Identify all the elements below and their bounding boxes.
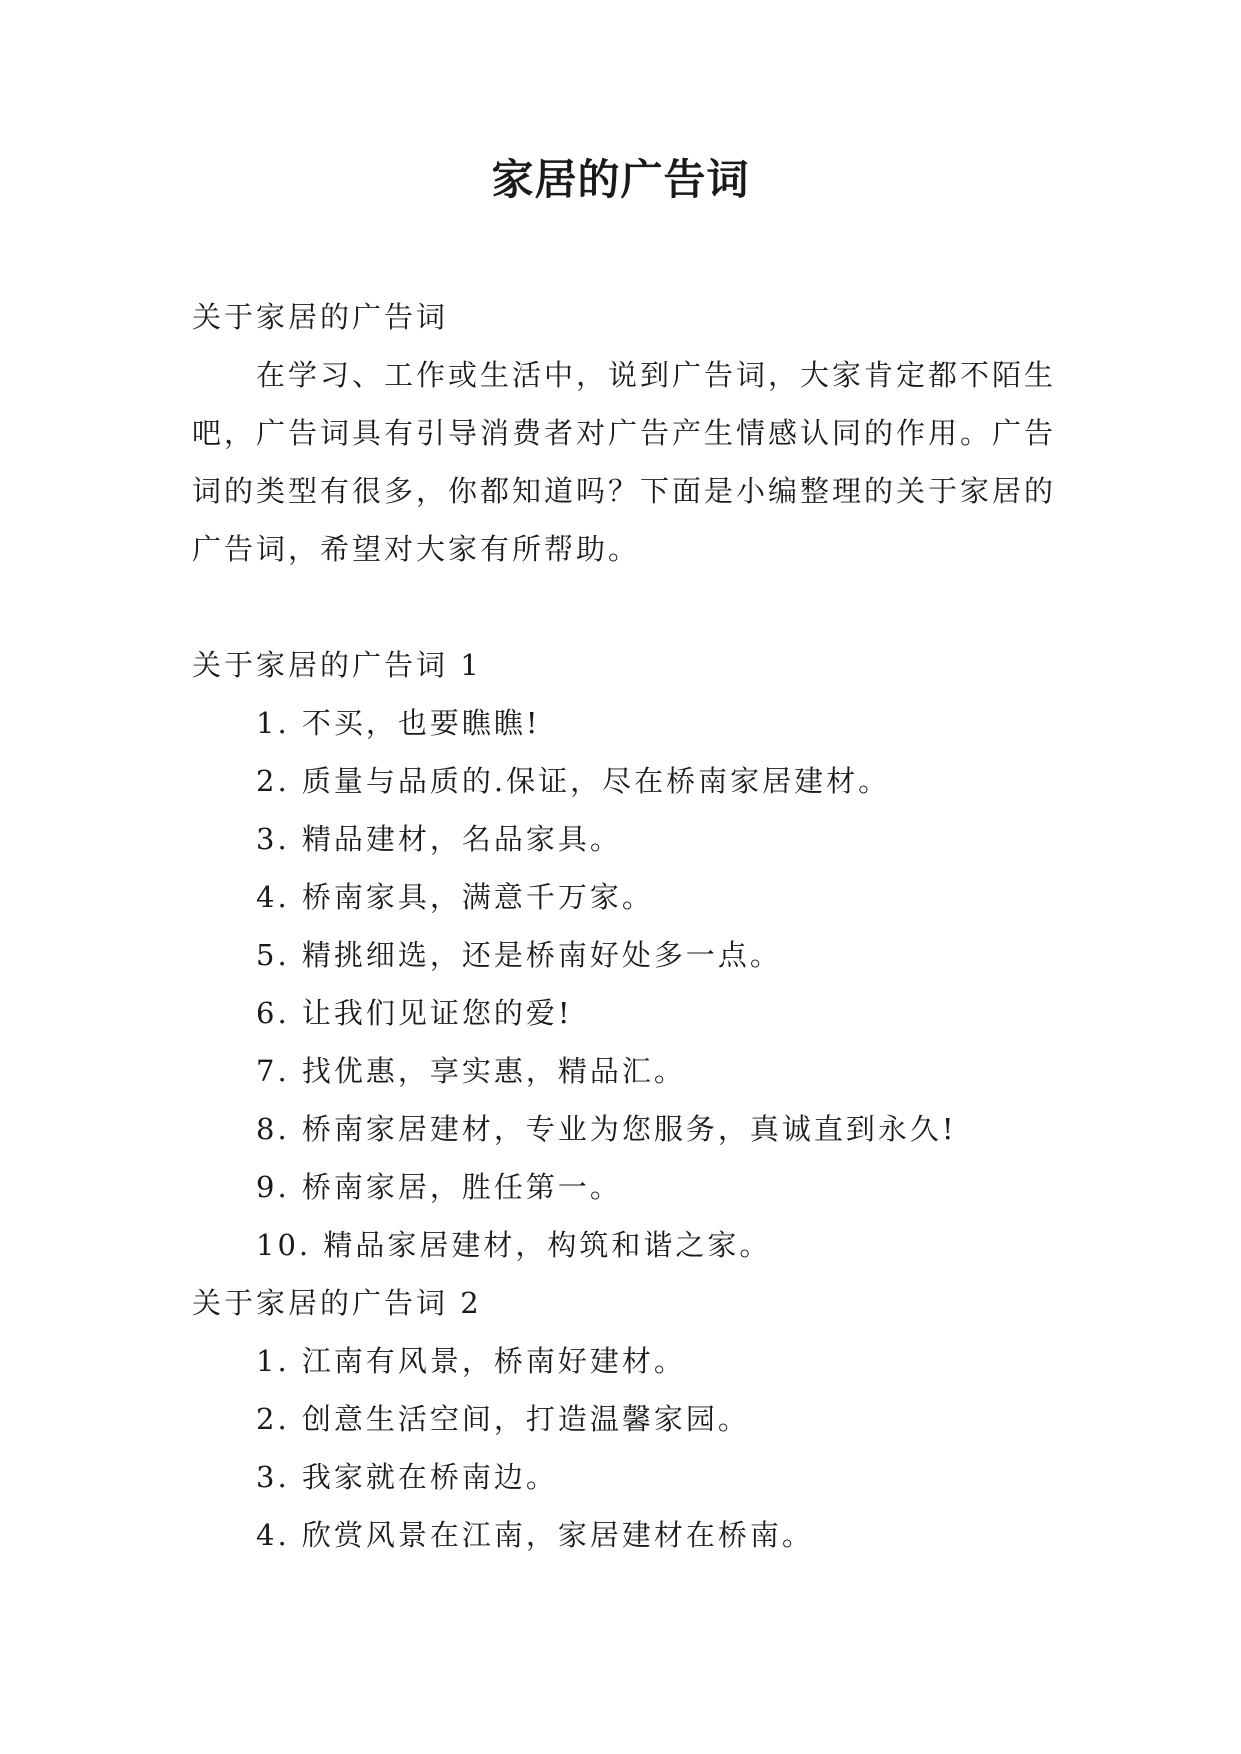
list-item: 4. 桥南家具，满意千万家。 [256, 880, 654, 914]
list-item: 7. 找优惠，享实惠，精品汇。 [256, 1054, 686, 1088]
list-item: 4. 欣赏风景在江南，家居建材在桥南。 [256, 1518, 814, 1552]
list-item: 10. 精品家居建材，构筑和谐之家。 [256, 1228, 772, 1262]
document-title: 家居的广告词 [491, 155, 750, 204]
list-item: 2. 创意生活空间，打造温馨家园。 [256, 1402, 750, 1436]
section-1-heading: 关于家居的广告词 1 [192, 648, 482, 682]
list-item: 1. 不买，也要瞧瞧! [256, 706, 541, 740]
intro-paragraph: 在学习、工作或生活中，说到广告词，大家肯定都不陌生吧，广告词具有引导消费者对广告产生情感认同的作用。广告词的类型有很多，你都知道吗？下面是小编整理的关于家居的广告词，希望对大家有所帮助。 [192, 358, 1057, 566]
section-2-heading: 关于家居的广告词 2 [192, 1286, 482, 1320]
list-item: 5. 精挑细选，还是桥南好处多一点。 [256, 938, 782, 972]
document-body [192, 288, 1072, 1564]
list-item: 8. 桥南家居建材，专业为您服务，真诚直到永久! [256, 1112, 957, 1146]
intro-heading: 关于家居的广告词 [192, 300, 449, 334]
list-item: 3. 我家就在桥南边。 [256, 1460, 558, 1494]
list-item: 9. 桥南家居，胜任第一。 [256, 1170, 622, 1204]
list-item: 6. 让我们见证您的爱! [256, 996, 573, 1030]
list-item: 1. 江南有风景，桥南好建材。 [256, 1344, 686, 1378]
list-item: 2. 质量与品质的.保证，尽在桥南家居建材。 [256, 764, 891, 798]
paragraph-spacer [192, 578, 1072, 636]
list-item: 3. 精品建材，名品家具。 [256, 822, 622, 856]
